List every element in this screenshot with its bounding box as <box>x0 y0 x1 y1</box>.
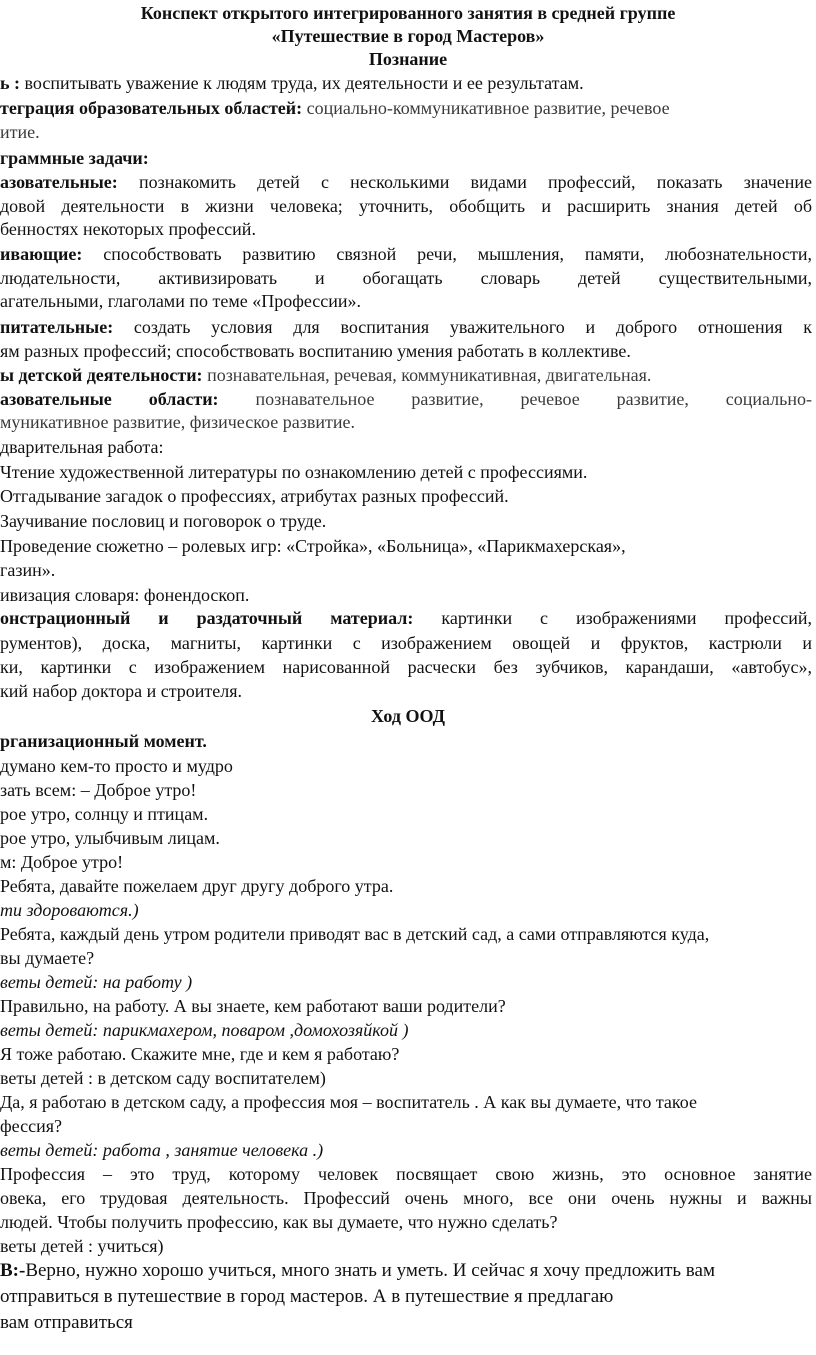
material-line3: ки, картинки с изображением нарисованной расчески без зубчиков, карандаши, «автобус», <box>0 657 812 677</box>
prep-item-2: Отгадывание загадок о профессиях, атрибутах разных профессий. <box>0 486 509 506</box>
goal-label: ь : <box>0 73 21 93</box>
integration-line <box>0 97 816 119</box>
edu-tasks-line2: довой деятельности в жизни человека; уточнить, обобщить и расширить знания детей об <box>0 196 812 216</box>
dialog-line-12: веты детей: парикмахером, поваром ,домохозяйкой ) <box>0 1020 409 1040</box>
dialog-line-3: рое утро, солнцу и птицам. <box>0 804 209 824</box>
goal-line <box>0 72 816 94</box>
dialog-line-14: веты детей : в детском саду воспитателем) <box>0 1068 326 1088</box>
dialog-line-9: вы думаете? <box>0 948 95 968</box>
upbr-text-1: создать условия для воспитания уважительного и доброго отношения к <box>113 317 812 337</box>
areas-label: азовательные области: <box>0 389 219 409</box>
edu-text-1: познакомить детей с несколькими видами профессий, показать значение <box>117 172 812 192</box>
dialog-line-20: людей. Чтобы получить профессию, как вы думаете, что нужно сделать? <box>0 1212 558 1232</box>
dev-label: ивающие: <box>0 244 83 264</box>
dialog-line-8: Ребята, каждый день утром родители приводят вас в детский сад, а сами отправляются куда, <box>0 924 710 944</box>
edu-tasks-line3: бенностях некоторых профессий. <box>0 219 256 239</box>
dev-tasks-line2: людательности, активизировать и обогащать словарь детей существительными, <box>0 268 812 288</box>
prep-item-3: Заучивание пословиц и поговорок о труде. <box>0 511 327 531</box>
dev-tasks-line1 <box>0 243 812 265</box>
final-label: В:- <box>0 1260 26 1281</box>
tasks-heading: граммные задачи: <box>0 148 149 168</box>
areas-line2: муникативное развитие, физическое развитие. <box>0 412 355 432</box>
upbr-tasks-line2: ям разных профессий; способствовать воспитанию умения работать в коллективе. <box>0 341 631 361</box>
dialog-line-17: веты детей: работа , занятие человека .) <box>0 1140 324 1160</box>
dialog-line-15: Да, я работаю в детском саду, а профессия моя – воспитатель . А как вы думаете, что такое <box>0 1092 697 1112</box>
dialog-line-10: веты детей: на работу ) <box>0 972 193 992</box>
integration-text: социально-коммуникативное развитие, речевое <box>302 98 670 118</box>
dialog-line-7: ти здороваются.) <box>0 900 139 920</box>
prep-item-1: Чтение художественной литературы по ознакомлению детей с профессиями. <box>0 462 588 482</box>
org-moment-heading: рганизационный момент. <box>0 731 207 751</box>
integration-cont: итие. <box>0 122 40 142</box>
goal-text: воспитывать уважение к людям труда, их деятельности и ее результатам. <box>20 73 584 93</box>
dialog-line-18: Профессия – это труд, которому человек посвящает свою жизнь, это основное занятие <box>0 1164 812 1184</box>
integration-label: теграция образовательных областей: <box>0 98 303 118</box>
material-line1 <box>0 607 812 629</box>
prep-heading: дварительная работа: <box>0 437 164 457</box>
material-text-1: картинки с изображениями профессий, <box>413 608 812 628</box>
prep-item-4: Проведение сюжетно – ролевых игр: «Стройка», «Больница», «Парикмахерская», <box>0 536 626 556</box>
doc-section-title: Познание <box>368 49 448 69</box>
dialog-line-13: Я тоже работаю. Скажите мне, где и кем я работаю? <box>0 1044 400 1064</box>
edu-tasks-line1 <box>0 171 812 193</box>
dialog-line-6: Ребята, давайте пожелаем друг другу доброго утра. <box>0 876 394 896</box>
areas-line1 <box>0 388 812 410</box>
dialog-line-5: м: Доброе утро! <box>0 852 124 872</box>
dialog-line-1: думано кем-то просто и мудро <box>0 756 233 776</box>
dialog-line-2: зать всем: – Доброе утро! <box>0 780 197 800</box>
doc-title: Конспект открытого интегрированного занятия в средней группе <box>140 3 676 23</box>
doc-subtitle: «Путешествие в город Мастеров» <box>271 26 545 46</box>
final-line2: отправиться в путешествие в город мастеров. А в путешествие я предлагаю <box>0 1286 614 1307</box>
course-heading: Ход ООД <box>370 706 446 726</box>
vocab-line: ивизация словаря: фонендоскоп. <box>0 585 250 605</box>
activity-label: ы детской деятельности: <box>0 365 203 385</box>
areas-text-1: познавательное развитие, речевое развитие, социально- <box>218 389 812 409</box>
dialog-line-4: рое утро, улыбчивым лицам. <box>0 828 220 848</box>
activity-line <box>0 364 816 386</box>
dev-text-1: способствовать развитию связной речи, мышления, памяти, любознательности, <box>82 244 812 264</box>
upbr-label: питательные: <box>0 317 114 337</box>
dialog-line-11: Правильно, на работу. А вы знаете, кем работают ваши родители? <box>0 996 506 1016</box>
prep-item-4-cont: газин». <box>0 560 56 580</box>
material-label: онстрационный и раздаточный материал: <box>0 608 414 628</box>
dialog-line-16: фессия? <box>0 1116 62 1136</box>
upbr-tasks-line1 <box>0 316 812 338</box>
dialog-line-21: веты детей : учиться) <box>0 1236 164 1256</box>
final-line1 <box>0 1260 816 1282</box>
dialog-line-19: овека, его трудовая деятельность. Профессий очень много, все они очень нужны и важны <box>0 1188 812 1208</box>
dev-tasks-line3: агательными, глаголами по теме «Профессии». <box>0 291 362 311</box>
material-line2: рументов), доска, магниты, картинки с изображением овощей и фруктов, кастрюли и <box>0 633 812 653</box>
final-text-1: Верно, нужно хорошо учиться, много знать и уметь. И сейчас я хочу предложить вам <box>25 1260 715 1281</box>
material-line4: кий набор доктора и строителя. <box>0 681 243 701</box>
activity-text: познавательная, речевая, коммуникативная, двигательная. <box>202 365 652 385</box>
edu-label: азовательные: <box>0 172 118 192</box>
final-line3: вам отправиться <box>0 1312 133 1333</box>
